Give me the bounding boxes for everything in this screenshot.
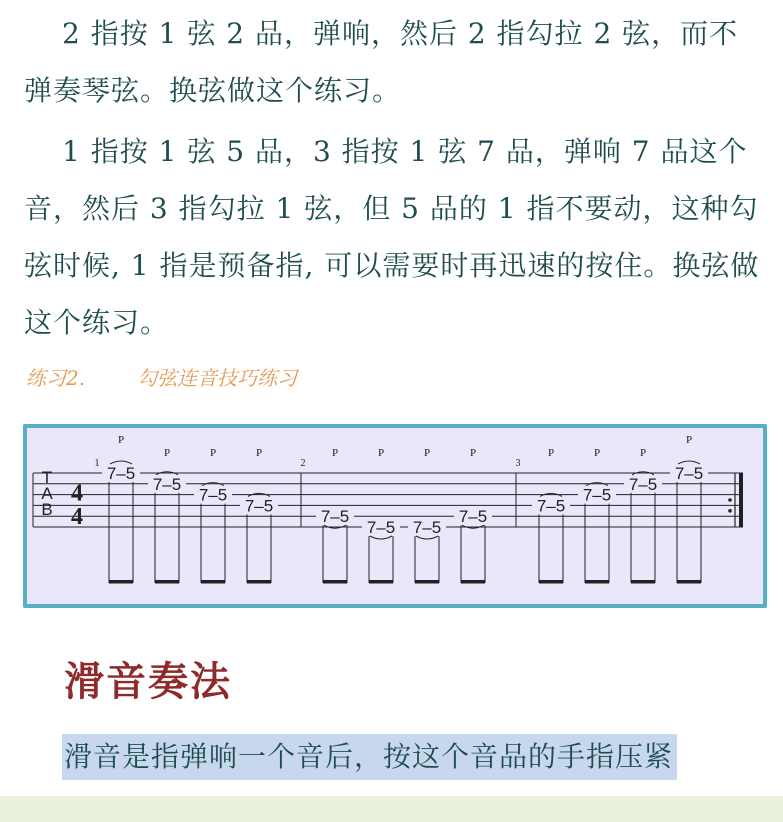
tab-clef-letter: T — [41, 468, 53, 487]
fret-number: 7–5 — [366, 518, 396, 537]
pull-off-mark: P — [209, 447, 217, 459]
note-beam — [415, 580, 439, 584]
paragraph-1-text: 2 指按 1 弦 2 品，弹响，然后 2 指勾拉 2 弦，而不弹奏琴弦。换弦做这个练习。 — [24, 17, 739, 107]
fret-number: 7–5 — [582, 485, 612, 505]
paragraph-2-text: 1 指按 1 弦 5 品，3 指按 1 弦 7 品，弹响 7 品这个音，然后 3 指勾拉 1 弦，但 5 品的 1 指不要动，这种勾弦时候, 1 指是预备指, 可以需要时再迅速的按住。换弦做这个练习。 — [24, 135, 760, 339]
fret-number: 7–5 — [674, 464, 704, 483]
final-bar-thick — [739, 473, 743, 527]
note-beam — [109, 580, 133, 584]
pull-off-mark: P — [639, 447, 647, 459]
measure-number: 1 — [94, 458, 100, 469]
fret-number: 7–5 — [412, 518, 442, 537]
pull-off-mark: P — [377, 447, 385, 459]
note-beam — [461, 580, 485, 584]
exercise-caption — [26, 362, 297, 391]
note-beam — [539, 580, 563, 584]
guitar-tab — [27, 428, 763, 604]
note-beam — [585, 580, 609, 584]
exercise-number: 练习2. — [26, 366, 86, 390]
exercise-title: 勾弦连音技巧练习 — [137, 366, 298, 390]
tab-clef-letter: B — [41, 500, 53, 519]
repeat-dot — [728, 509, 732, 513]
pull-off-mark: P — [163, 447, 171, 459]
note-beam — [369, 580, 393, 584]
fret-number: 7–5 — [244, 496, 274, 516]
fret-number: 7–5 — [628, 474, 658, 494]
pull-off-mark: P — [593, 447, 601, 459]
pull-off-mark: P — [255, 447, 263, 459]
note-beam — [323, 580, 347, 584]
pull-off-mark: P — [469, 447, 477, 459]
paragraph-1 — [24, 5, 764, 119]
note-beam — [247, 580, 271, 584]
section-title: 滑音奏法 — [64, 658, 232, 705]
fret-number: 7–5 — [106, 464, 136, 483]
pull-off-mark: P — [685, 434, 693, 446]
note-beam — [201, 580, 225, 584]
fret-number: 7–5 — [458, 507, 488, 527]
pull-off-mark: P — [423, 447, 431, 459]
note-beam — [631, 580, 655, 584]
fret-number: 7–5 — [536, 496, 566, 516]
pull-off-mark: P — [331, 447, 339, 459]
tab-clef-letter: A — [41, 484, 53, 503]
highlighted-text: 滑音是指弹响一个音后，按这个音品的手指压紧 — [62, 734, 677, 780]
paragraph-2 — [24, 123, 764, 351]
pull-off-mark: P — [547, 447, 555, 459]
note-beam — [677, 580, 701, 584]
fret-number: 7–5 — [198, 485, 228, 505]
measure-number: 2 — [300, 458, 306, 469]
repeat-dot — [728, 498, 732, 502]
footer-band — [0, 796, 783, 822]
note-beam — [155, 580, 179, 584]
measure-number: 3 — [515, 458, 521, 469]
fret-number: 7–5 — [152, 474, 182, 494]
time-signature-top: 4 — [71, 480, 83, 507]
pull-off-mark: P — [117, 434, 125, 446]
time-signature-bottom: 4 — [71, 504, 83, 531]
fret-number: 7–5 — [320, 507, 350, 527]
guitar-tab-frame — [23, 424, 767, 608]
